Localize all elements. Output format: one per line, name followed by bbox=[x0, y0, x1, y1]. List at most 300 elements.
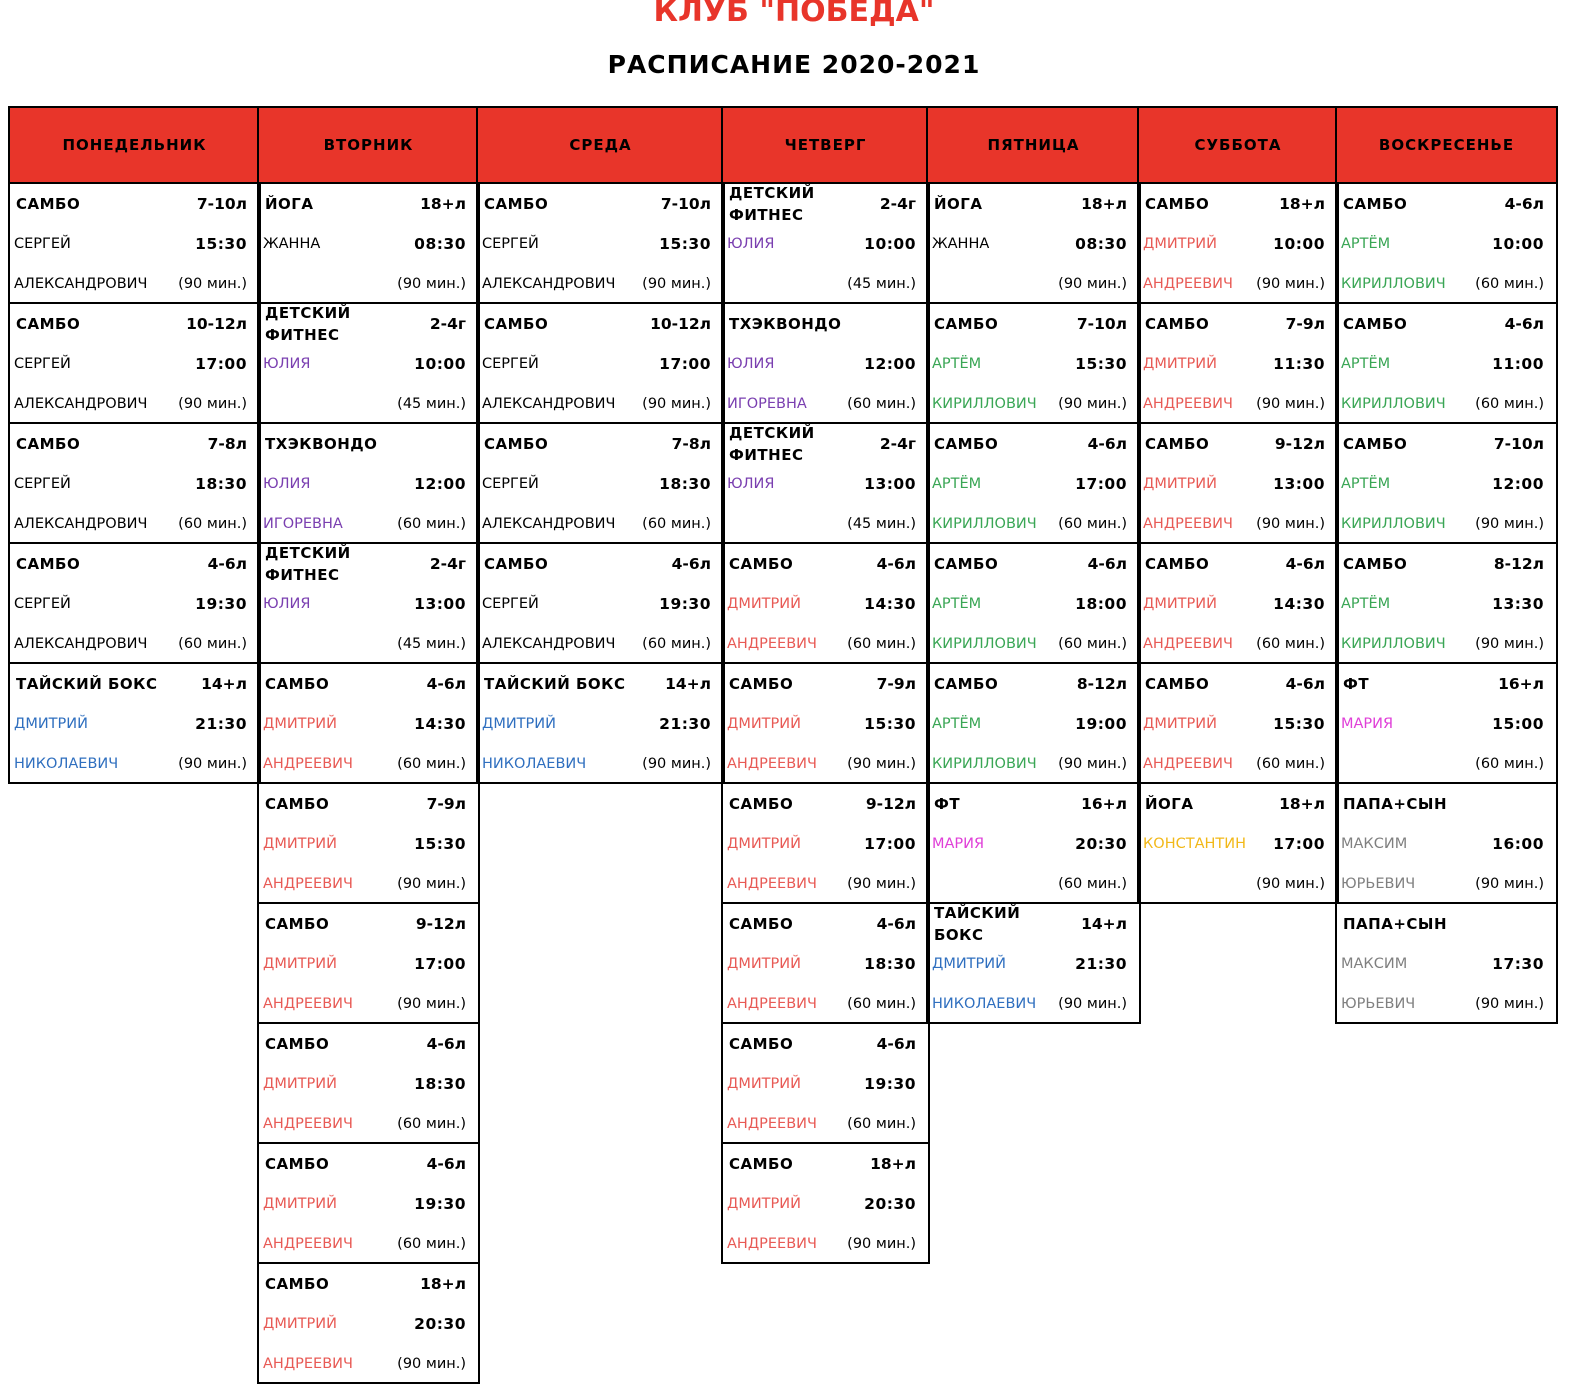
age-group: 2-4г bbox=[879, 435, 916, 453]
class-duration: (90 мин.) bbox=[397, 876, 466, 892]
class-cell[interactable] bbox=[1335, 664, 1558, 784]
age-group: 4-6л bbox=[1087, 555, 1127, 573]
class-time: 19:30 bbox=[659, 595, 711, 613]
age-group: 8-12л bbox=[1493, 555, 1544, 573]
instructor-first-name: ЮЛИЯ bbox=[727, 236, 775, 252]
class-duration: (90 мин.) bbox=[642, 756, 711, 772]
class-time: 14:30 bbox=[864, 595, 916, 613]
instructor-patronymic: КИРИЛЛОВИЧ bbox=[932, 396, 1037, 412]
age-group: 4-6л bbox=[876, 1035, 916, 1053]
instructor-first-name: ЮЛИЯ bbox=[263, 356, 311, 372]
day-header: СРЕДА bbox=[476, 106, 725, 184]
instructor-duration-row bbox=[727, 384, 916, 424]
class-duration: (60 мин.) bbox=[178, 636, 247, 652]
instructor-duration-row bbox=[1143, 624, 1325, 664]
instructor-first-name: ДМИТРИЙ bbox=[1143, 356, 1217, 372]
day-header: ПОНЕДЕЛЬНИК bbox=[8, 106, 261, 184]
class-cell[interactable] bbox=[926, 664, 1141, 784]
class-title-row bbox=[1143, 664, 1325, 704]
instructor-duration-row bbox=[1341, 984, 1544, 1024]
class-title-row bbox=[1341, 784, 1544, 824]
class-cell[interactable] bbox=[721, 544, 930, 664]
class-cell[interactable] bbox=[1335, 424, 1558, 544]
class-time: 18:00 bbox=[1075, 595, 1127, 613]
instructor-duration-row bbox=[14, 624, 247, 664]
instructor-time-row bbox=[482, 464, 711, 504]
class-title-row bbox=[482, 304, 711, 344]
activity-name: ПАПА+СЫН bbox=[1343, 915, 1447, 933]
activity-name: САМБО bbox=[484, 555, 549, 573]
class-time: 15:00 bbox=[1492, 715, 1544, 733]
class-duration: (90 мин.) bbox=[1256, 276, 1325, 292]
class-cell[interactable] bbox=[257, 664, 480, 784]
class-duration: (60 мин.) bbox=[847, 996, 916, 1012]
instructor-duration-row bbox=[1341, 744, 1544, 784]
age-group: 4-6л bbox=[876, 555, 916, 573]
instructor-time-row bbox=[727, 1064, 916, 1104]
class-duration: (60 мин.) bbox=[1058, 636, 1127, 652]
class-duration: (90 мин.) bbox=[847, 876, 916, 892]
class-duration: (90 мин.) bbox=[1256, 876, 1325, 892]
class-cell[interactable] bbox=[476, 544, 725, 664]
class-time: 17:00 bbox=[414, 955, 466, 973]
instructor-duration-row bbox=[263, 984, 466, 1024]
age-group: 18+л bbox=[420, 1275, 466, 1293]
day-column bbox=[1137, 106, 1339, 904]
day-header: ВТОРНИК bbox=[257, 106, 480, 184]
class-cell[interactable] bbox=[721, 304, 930, 424]
instructor-patronymic: АНДРЕЕВИЧ bbox=[1143, 396, 1233, 412]
instructor-duration-row bbox=[932, 384, 1127, 424]
instructor-first-name: СЕРГЕЙ bbox=[14, 236, 71, 252]
class-cell[interactable] bbox=[926, 904, 1141, 1024]
class-time: 15:30 bbox=[864, 715, 916, 733]
class-title-row bbox=[727, 304, 916, 344]
instructor-patronymic: АЛЕКСАНДРОВИЧ bbox=[14, 516, 148, 532]
activity-name: САМБО bbox=[1145, 435, 1210, 453]
class-cell[interactable] bbox=[1335, 304, 1558, 424]
activity-name: ТАЙСКИЙ БОКС bbox=[934, 904, 1021, 944]
activity-name: САМБО bbox=[729, 555, 794, 573]
activity-name: САМБО bbox=[265, 675, 330, 693]
class-cell[interactable] bbox=[926, 184, 1141, 304]
class-time: 19:00 bbox=[1075, 715, 1127, 733]
class-cell[interactable] bbox=[8, 544, 261, 664]
class-time: 13:30 bbox=[1492, 595, 1544, 613]
age-group: 2-4г bbox=[879, 195, 916, 213]
instructor-first-name: МАКСИМ bbox=[1341, 836, 1408, 852]
class-title-row bbox=[1341, 424, 1544, 464]
class-duration: (90 мин.) bbox=[642, 396, 711, 412]
class-title-row bbox=[932, 424, 1127, 464]
age-group: 9-12л bbox=[865, 795, 916, 813]
instructor-first-name: ДМИТРИЙ bbox=[727, 716, 801, 732]
class-cell[interactable] bbox=[1137, 304, 1339, 424]
instructor-patronymic: АНДРЕЕВИЧ bbox=[727, 756, 817, 772]
class-title-row bbox=[14, 544, 247, 584]
age-group: 4-6л bbox=[1087, 435, 1127, 453]
instructor-time-row bbox=[14, 464, 247, 504]
class-cell[interactable] bbox=[1137, 784, 1339, 904]
age-group: 4-6л bbox=[207, 555, 247, 573]
class-cell[interactable] bbox=[721, 784, 930, 904]
class-time: 16:00 bbox=[1492, 835, 1544, 853]
instructor-first-name: ДМИТРИЙ bbox=[263, 1196, 337, 1212]
class-cell[interactable] bbox=[926, 304, 1141, 424]
activity-name: ДЕТСКИЙ ФИТНЕС bbox=[265, 304, 351, 344]
instructor-first-name: АРТЁМ bbox=[932, 596, 982, 612]
class-title-row bbox=[727, 904, 916, 944]
age-group: 14+л bbox=[665, 675, 711, 693]
class-cell[interactable] bbox=[257, 544, 480, 664]
instructor-first-name: ЮЛИЯ bbox=[727, 476, 775, 492]
age-group: 14+л bbox=[201, 675, 247, 693]
class-cell[interactable] bbox=[8, 184, 261, 304]
instructor-duration-row bbox=[263, 264, 466, 304]
instructor-patronymic: АНДРЕЕВИЧ bbox=[727, 1236, 817, 1252]
age-group: 7-9л bbox=[426, 795, 466, 813]
instructor-patronymic: НИКОЛАЕВИЧ bbox=[932, 996, 1037, 1012]
class-time: 12:00 bbox=[1492, 475, 1544, 493]
class-duration: (60 мин.) bbox=[847, 636, 916, 652]
class-time: 19:30 bbox=[414, 1195, 466, 1213]
day-column bbox=[257, 106, 480, 1384]
instructor-duration-row bbox=[482, 624, 711, 664]
class-time: 15:30 bbox=[414, 835, 466, 853]
instructor-time-row bbox=[263, 944, 466, 984]
class-cell[interactable] bbox=[8, 664, 261, 784]
instructor-time-row bbox=[727, 464, 916, 504]
instructor-first-name: ЮЛИЯ bbox=[727, 356, 775, 372]
instructor-first-name: ДМИТРИЙ bbox=[1143, 716, 1217, 732]
instructor-duration-row bbox=[263, 1224, 466, 1264]
instructor-patronymic: КИРИЛЛОВИЧ bbox=[1341, 516, 1446, 532]
class-cell[interactable] bbox=[721, 904, 930, 1024]
class-cell[interactable] bbox=[1137, 184, 1339, 304]
instructor-patronymic: НИКОЛАЕВИЧ bbox=[14, 756, 119, 772]
activity-name: ТАЙСКИЙ БОКС bbox=[484, 675, 626, 693]
instructor-duration-row bbox=[14, 744, 247, 784]
activity-name: САМБО bbox=[729, 915, 794, 933]
class-time: 20:30 bbox=[864, 1195, 916, 1213]
activity-name: САМБО bbox=[265, 1155, 330, 1173]
class-title-row bbox=[263, 1264, 466, 1304]
instructor-duration-row bbox=[1341, 624, 1544, 664]
age-group: 4-6л bbox=[1504, 315, 1544, 333]
class-cell[interactable] bbox=[1335, 784, 1558, 904]
age-group: 7-10л bbox=[660, 195, 711, 213]
class-cell[interactable] bbox=[1137, 544, 1339, 664]
class-title-row bbox=[727, 424, 916, 464]
class-title-row bbox=[1143, 424, 1325, 464]
class-cell[interactable] bbox=[257, 184, 480, 304]
instructor-first-name: СЕРГЕЙ bbox=[482, 476, 539, 492]
class-cell[interactable] bbox=[476, 424, 725, 544]
class-title-row bbox=[263, 664, 466, 704]
instructor-duration-row bbox=[932, 264, 1127, 304]
class-duration: (90 мин.) bbox=[642, 276, 711, 292]
day-header: ЧЕТВЕРГ bbox=[721, 106, 930, 184]
instructor-patronymic: АНДРЕЕВИЧ bbox=[1143, 276, 1233, 292]
instructor-time-row bbox=[263, 344, 466, 384]
class-time: 11:30 bbox=[1273, 355, 1325, 373]
age-group: 8-12л bbox=[1076, 675, 1127, 693]
instructor-first-name: СЕРГЕЙ bbox=[14, 596, 71, 612]
instructor-time-row bbox=[1143, 584, 1325, 624]
class-time: 17:00 bbox=[195, 355, 247, 373]
instructor-duration-row bbox=[727, 624, 916, 664]
activity-name: САМБО bbox=[484, 435, 549, 453]
class-duration: (45 мин.) bbox=[847, 276, 916, 292]
class-cell[interactable] bbox=[8, 424, 261, 544]
instructor-time-row bbox=[932, 464, 1127, 504]
class-title-row bbox=[727, 1144, 916, 1184]
activity-name: ФТ bbox=[1343, 675, 1370, 693]
class-duration: (60 мин.) bbox=[1475, 396, 1544, 412]
class-time: 17:30 bbox=[1492, 955, 1544, 973]
instructor-patronymic: АНДРЕЕВИЧ bbox=[1143, 636, 1233, 652]
instructor-first-name: ДМИТРИЙ bbox=[263, 956, 337, 972]
activity-name: ТХЭКВОНДО bbox=[265, 435, 378, 453]
instructor-time-row bbox=[14, 584, 247, 624]
instructor-time-row bbox=[1341, 944, 1544, 984]
instructor-time-row bbox=[1143, 464, 1325, 504]
class-cell[interactable] bbox=[257, 1024, 480, 1144]
instructor-time-row bbox=[1341, 224, 1544, 264]
age-group: 7-10л bbox=[1493, 435, 1544, 453]
instructor-duration-row bbox=[1341, 384, 1544, 424]
instructor-first-name: ДМИТРИЙ bbox=[482, 716, 556, 732]
instructor-patronymic: КИРИЛЛОВИЧ bbox=[932, 516, 1037, 532]
instructor-time-row bbox=[727, 1184, 916, 1224]
instructor-duration-row bbox=[932, 624, 1127, 664]
age-group: 9-12л bbox=[1274, 435, 1325, 453]
class-cell[interactable] bbox=[926, 784, 1141, 904]
day-column bbox=[1335, 106, 1558, 1024]
class-duration: (60 мин.) bbox=[178, 516, 247, 532]
class-duration: (60 мин.) bbox=[847, 1116, 916, 1132]
age-group: 10-12л bbox=[650, 315, 711, 333]
class-title-row bbox=[727, 664, 916, 704]
instructor-duration-row bbox=[932, 864, 1127, 904]
class-duration: (60 мин.) bbox=[397, 1116, 466, 1132]
instructor-time-row bbox=[1143, 704, 1325, 744]
instructor-time-row bbox=[727, 944, 916, 984]
instructor-first-name: МАРИЯ bbox=[1341, 716, 1394, 732]
instructor-first-name: ЖАННА bbox=[263, 236, 321, 252]
age-group: 7-10л bbox=[1076, 315, 1127, 333]
class-cell[interactable] bbox=[257, 1264, 480, 1384]
activity-name: САМБО bbox=[1145, 195, 1210, 213]
class-time: 17:00 bbox=[1273, 835, 1325, 853]
class-duration: (60 мин.) bbox=[642, 636, 711, 652]
instructor-duration-row bbox=[14, 264, 247, 304]
class-cell[interactable] bbox=[476, 184, 725, 304]
instructor-patronymic: АНДРЕЕВИЧ bbox=[727, 996, 817, 1012]
activity-name: САМБО bbox=[265, 1275, 330, 1293]
day-column bbox=[926, 106, 1141, 1024]
activity-name: САМБО bbox=[1343, 195, 1408, 213]
instructor-time-row bbox=[1143, 224, 1325, 264]
instructor-time-row bbox=[263, 464, 466, 504]
instructor-first-name: ДМИТРИЙ bbox=[263, 836, 337, 852]
class-duration: (90 мин.) bbox=[1475, 876, 1544, 892]
activity-name: САМБО bbox=[1145, 555, 1210, 573]
instructor-duration-row bbox=[1341, 264, 1544, 304]
class-duration: (45 мин.) bbox=[397, 636, 466, 652]
class-cell[interactable] bbox=[476, 664, 725, 784]
instructor-first-name: СЕРГЕЙ bbox=[482, 236, 539, 252]
age-group: 4-6л bbox=[1285, 555, 1325, 573]
class-cell[interactable] bbox=[1335, 184, 1558, 304]
instructor-first-name: ДМИТРИЙ bbox=[727, 1076, 801, 1092]
class-cell[interactable] bbox=[257, 304, 480, 424]
age-group: 18+л bbox=[1081, 195, 1127, 213]
class-duration: (60 мин.) bbox=[1256, 636, 1325, 652]
instructor-duration-row bbox=[263, 384, 466, 424]
instructor-duration-row bbox=[727, 1224, 916, 1264]
class-cell[interactable] bbox=[721, 664, 930, 784]
instructor-time-row bbox=[263, 824, 466, 864]
activity-name: ФТ bbox=[934, 795, 961, 813]
instructor-duration-row bbox=[263, 1344, 466, 1384]
instructor-patronymic: АНДРЕЕВИЧ bbox=[263, 756, 353, 772]
activity-name: САМБО bbox=[729, 1035, 794, 1053]
instructor-patronymic: АЛЕКСАНДРОВИЧ bbox=[482, 396, 616, 412]
instructor-patronymic: КИРИЛЛОВИЧ bbox=[1341, 636, 1446, 652]
instructor-duration-row bbox=[482, 264, 711, 304]
class-cell[interactable] bbox=[926, 544, 1141, 664]
instructor-first-name: ДМИТРИЙ bbox=[727, 1196, 801, 1212]
instructor-duration-row bbox=[727, 984, 916, 1024]
instructor-time-row bbox=[263, 224, 466, 264]
class-time: 17:00 bbox=[659, 355, 711, 373]
instructor-patronymic: АНДРЕЕВИЧ bbox=[263, 1236, 353, 1252]
class-cell[interactable] bbox=[8, 304, 261, 424]
class-cell[interactable] bbox=[1137, 424, 1339, 544]
class-duration: (90 мин.) bbox=[178, 276, 247, 292]
instructor-time-row bbox=[932, 824, 1127, 864]
class-duration: (90 мин.) bbox=[1058, 756, 1127, 772]
class-time: 18:30 bbox=[659, 475, 711, 493]
class-cell[interactable] bbox=[1335, 544, 1558, 664]
instructor-patronymic: ИГОРЕВНА bbox=[727, 396, 807, 412]
class-cell[interactable] bbox=[721, 1144, 930, 1264]
instructor-duration-row bbox=[727, 264, 916, 304]
age-group: 7-8л bbox=[671, 435, 711, 453]
class-cell[interactable] bbox=[721, 424, 930, 544]
class-title-row bbox=[1143, 544, 1325, 584]
class-time: 10:00 bbox=[1273, 235, 1325, 253]
class-time: 19:30 bbox=[864, 1075, 916, 1093]
class-title-row bbox=[1143, 184, 1325, 224]
class-time: 14:30 bbox=[414, 715, 466, 733]
activity-name: САМБО bbox=[934, 555, 999, 573]
activity-name: САМБО bbox=[16, 195, 81, 213]
class-time: 15:30 bbox=[1075, 355, 1127, 373]
club-title: КЛУБ "ПОБЕДА" bbox=[653, 0, 935, 29]
instructor-patronymic: ЮРЬЕВИЧ bbox=[1341, 876, 1416, 892]
class-title-row bbox=[263, 424, 466, 464]
class-cell[interactable] bbox=[926, 424, 1141, 544]
instructor-time-row bbox=[482, 224, 711, 264]
instructor-time-row bbox=[932, 344, 1127, 384]
age-group: 4-6л bbox=[426, 1155, 466, 1173]
class-cell[interactable] bbox=[721, 184, 930, 304]
class-time: 13:00 bbox=[414, 595, 466, 613]
instructor-time-row bbox=[727, 344, 916, 384]
age-group: 18+л bbox=[1279, 195, 1325, 213]
instructor-patronymic: АНДРЕЕВИЧ bbox=[1143, 516, 1233, 532]
class-cell[interactable] bbox=[257, 904, 480, 1024]
instructor-time-row bbox=[14, 704, 247, 744]
instructor-time-row bbox=[14, 344, 247, 384]
instructor-duration-row bbox=[482, 384, 711, 424]
age-group: 7-9л bbox=[876, 675, 916, 693]
class-cell[interactable] bbox=[257, 784, 480, 904]
class-cell[interactable] bbox=[257, 1144, 480, 1264]
instructor-duration-row bbox=[14, 504, 247, 544]
instructor-time-row bbox=[482, 704, 711, 744]
instructor-first-name: ЖАННА bbox=[932, 236, 990, 252]
instructor-duration-row bbox=[263, 864, 466, 904]
instructor-first-name: СЕРГЕЙ bbox=[14, 356, 71, 372]
age-group: 18+л bbox=[1279, 795, 1325, 813]
instructor-time-row bbox=[1341, 584, 1544, 624]
activity-name: САМБО bbox=[934, 675, 999, 693]
class-cell[interactable] bbox=[721, 1024, 930, 1144]
class-duration: (90 мин.) bbox=[1475, 996, 1544, 1012]
age-group: 16+л bbox=[1498, 675, 1544, 693]
class-title-row bbox=[932, 304, 1127, 344]
class-cell[interactable] bbox=[1137, 664, 1339, 784]
class-cell[interactable] bbox=[257, 424, 480, 544]
class-time: 14:30 bbox=[1273, 595, 1325, 613]
instructor-first-name: ДМИТРИЙ bbox=[14, 716, 88, 732]
instructor-duration-row bbox=[14, 384, 247, 424]
class-cell[interactable] bbox=[1335, 904, 1558, 1024]
class-cell[interactable] bbox=[476, 304, 725, 424]
instructor-time-row bbox=[1341, 344, 1544, 384]
instructor-time-row bbox=[1143, 344, 1325, 384]
class-title-row bbox=[482, 184, 711, 224]
schedule-subtitle: РАСПИСАНИЕ 2020-2021 bbox=[607, 50, 981, 79]
class-title-row bbox=[932, 664, 1127, 704]
class-title-row bbox=[14, 184, 247, 224]
class-time: 15:30 bbox=[195, 235, 247, 253]
instructor-first-name: ДМИТРИЙ bbox=[1143, 236, 1217, 252]
instructor-first-name: АРТЁМ bbox=[1341, 596, 1391, 612]
instructor-first-name: ДМИТРИЙ bbox=[263, 716, 337, 732]
activity-name: ДЕТСКИЙ ФИТНЕС bbox=[729, 424, 815, 464]
activity-name: САМБО bbox=[1145, 675, 1210, 693]
day-header: ВОСКРЕСЕНЬЕ bbox=[1335, 106, 1558, 184]
age-group: 10-12л bbox=[186, 315, 247, 333]
class-time: 18:30 bbox=[864, 955, 916, 973]
activity-name: САМБО bbox=[1145, 315, 1210, 333]
age-group: 4-6л bbox=[426, 675, 466, 693]
instructor-time-row bbox=[263, 1064, 466, 1104]
instructor-first-name: ДМИТРИЙ bbox=[932, 956, 1006, 972]
instructor-duration-row bbox=[1143, 744, 1325, 784]
class-time: 21:30 bbox=[195, 715, 247, 733]
day-header: ПЯТНИЦА bbox=[926, 106, 1141, 184]
class-duration: (60 мин.) bbox=[397, 756, 466, 772]
instructor-duration-row bbox=[1143, 384, 1325, 424]
age-group: 18+л bbox=[870, 1155, 916, 1173]
class-time: 08:30 bbox=[1075, 235, 1127, 253]
activity-name: ЙОГА bbox=[1145, 795, 1194, 813]
